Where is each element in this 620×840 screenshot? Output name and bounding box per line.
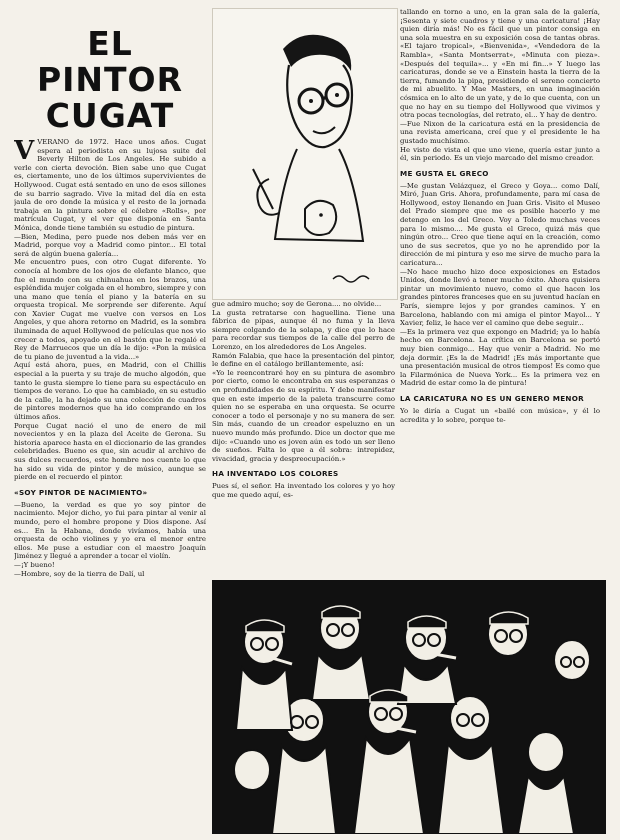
subheading-ha-inventado: HA INVENTADO LOS COLORES — [212, 469, 339, 479]
column-one — [14, 8, 206, 578]
article-title: EL PINTOR CUGAT — [36, 24, 184, 135]
paragraph-8: tallando en torno a uno, en la gran sala de la galería, ¡Sesenta y siete cuadros y tiene y una caricatura! ¡Hay quien diría más! No es fácil que un pintor consiga en una sola muestra en su exposición cosa de tantas obras. «El tajaro tropical», «Bienvenida», «Vendedora de la Rambla», «Santa Montserrat», «Minuta con pieza». «Después del tequila»... y «En mi fin...» Y luego las caricaturas, donde se ve a Einstein hasta la tierra de la tierra, fumando la pipa, presidiendo el sereno concierto de mi abuelito. Y Mae Masters, en una imaginación cósmica en lo alto de un yate, y de lo que cuenta, con un que no hay en su tiempo del Hollywood que vivimos y otra pocas tecnologías, del retrato, el... Y hay de dentro. —Fue Nixon de la caricatura está en la presidencia de una revista americana, creí que y el presidente le ha gustado muchísimo. He visto de vista el que uno viene, quería estar junto a él, sin periodo. Es un viejo marcado del mismo creador. — [400, 8, 600, 163]
paragraph-10: Yo le diría a Cugat un «bailé con música», y él lo acredita y lo sobre, porque te- — [400, 406, 600, 424]
caricature-portrait — [212, 8, 398, 300]
paragraph-5: —Bueno, la verdad es que yo soy pintor de nacimiento. Mejor dicho, yo fui para pintar al venir al mundo, pero el hombre propone y Dios dispone. Así es... En la Habana, donde vivíamos, había una orquesta de ocho violines y yo era el menor entre ellos. Me puse a estudiar con el maestro Joaquín Jiménez y llegué a aprender a tocar el violín. —¡Y bueno! —Hombre, soy de la tierra de Dalí, ul — [14, 500, 206, 578]
column-two — [212, 300, 395, 499]
paragraph-1: VVERANO de 1972. Hace unos años. Cugat espera al periodista en su lujosa suite del Beverly Hilton de Los Angeles. He subido a verle con cierta devoción. Bien sabe uno que Cugat es, ciertamente, uno de los últimos supervivientes de Hollywood. Cugat está sentado en uno de esos sillones de su barrio sagrado. Vive la mitad del día en esta jaula de oro donde la música y el resto de la jornada trabaja en la pintura sobre el célebre «Rolls», por matrícula Cugat, y el ver que disponía en Santa Mónica, donde tiene también su estudio de pintura. — [14, 136, 206, 232]
paragraph-3: Aquí está ahora, pues, en Madrid, con el Chillis especial a la puerta y su traje de mucho algodón, que tanto le gusta siempre lo tiene para su espectáculo en tiempos de verano. Lo que ha cambiado, en su estudio de la calle, la ha dejado su una colección de cuadros de pintores modernos que ha ido comprando en los últimos años. — [14, 361, 206, 421]
subheading-soy-pintor: «SOY PINTOR DE NACIMIENTO» — [14, 487, 148, 497]
group-caricature-illustration — [212, 580, 606, 834]
subheading-me-gusta-greco: ME GUSTA EL GRECO — [400, 168, 489, 178]
column-three — [400, 8, 600, 424]
subheading-caricatura: LA CARICATURA NO ES UN GENERO MENOR — [400, 393, 584, 403]
paragraph-7: Pues sí, el señor. Ha inventado los colores y yo hoy que me quedo aquí, es- — [212, 482, 395, 499]
paragraph-9: —Me gustan Velázquez, el Greco y Goya... como Dalí, Miró, Juan Gris. Ahora, profundamente, para mí casa de Hollywood, estoy llenando en Juan Gris. Visito el Museo del Prado siempre que me es posible hacerlo y me detengo en los del Greco. Voy a Toledo muchas veces para lo mismo.... Me gusta el Greco, quizá más que ningún otro... Creo que tiene aquí en la creación, como uno de sus secretos, que yo no he aprendido por la dirección de mi pintura y eso me sirve de mucho para la caricatura... —No hace mucho hizo doce exposiciones en Estados Unidos, donde llevó a tener mucho éxito. Ahora quisiera pintar un movimiento nuevo, como el que hacen los grandes pintores franceses que en su juventud hacían en París, siempre lejos y por grandes caminos. Y en Barcelona, hablando con mi amiga el pintor Mayol... Y Xavier, feliz, le hace ver el camino que debe seguir... —Es la primera vez que expongo en Madrid; ya lo había hecho en Barcelona. La crítica en Barcelona se portó muy bien conmigo... Hay que venir a Madrid. No me deja dormir. ¡Es la de Madrid! ¡Es más importante que una presentación musical de otros tiempos! Es como que la Filarmónica de Nueva York... Es la primera vez en Madrid de estar como la de pintura! — [400, 181, 600, 388]
paragraph-2: —Bien, Medina, pero puede nos deben más ver en Madrid, porque voy a Madrid como pintor... El total será de algún buena galería... Me encuentro pues, con otro Cugat diferente. Yo conocía al hombre de los ojos de elefante blanco, que fue el mundo con su chihuahua en los brazos, una espléndida mujer colgada en el hombro, siempre y con una mano que tenía el piano y la batería en su orquesta tropical. Me sorprende ser diferente. Aquí con Xavier Cugat me vuelve con versos en Los Angeles, y que ahora retorno en Madrid, es la sombra iluminada de aquel Hollywood de películas que nos vio crecer a todos, apoyado en el bastón que le regaló el Rey de Marruecos que un día le dijo: «Pon la música de tu piano de juventud a la vida...» — [14, 232, 206, 361]
paragraph-4: Porque Cugat nació el uno de enero de mil novecientos y en la plaza del Aceite de Gerona. Su historia aparece hasta en el diccionario de las grandes celebridades. Bueno es que, sin acudir al archivo de sus dulces recuerdos, este hombre nos cuente lo que ha sido su vida de pintor y de músico, aunque se pierde en el recuerdo el pintor. — [14, 421, 206, 482]
paragraph-6: gue admiro mucho; soy de Gerona.... no olvide... La gusta retratarse con haguellina. Tiene una fábrica de pipas, aunque él no fuma y la lleva siempre colgando de la solapa, y dice que lo hace para recordar sus tiempos de la calle del perro de Lorenzo, en los alrededores de Los Angeles. Ramón Falabia, que hace la presentación del pintor, le define en el catálogo brillantemente, así: «Yo le reencontraré hoy en su pintura de asombro por cierto, como le encontraba en sus esperanzas o en profundidades de su espíritu. Y debo manifestar que en este imperio de la paleta transcurre como quien no se esperaba en una orquesta. Se ocurre conocer a todo el personaje y no su manera de ser. Sin más, cuando de un creador espeluzno en un nuevo mundo más profundo. Dice un doctor que me dijo: «Cuando uno es joven aún es todo un ser lleno de sueños. Falta lo que a él sobra: intrepidez, vivacidad, gracia y despreocupación.» — [212, 300, 395, 463]
group-illustration — [212, 580, 606, 834]
portrait-illustration — [213, 9, 397, 299]
